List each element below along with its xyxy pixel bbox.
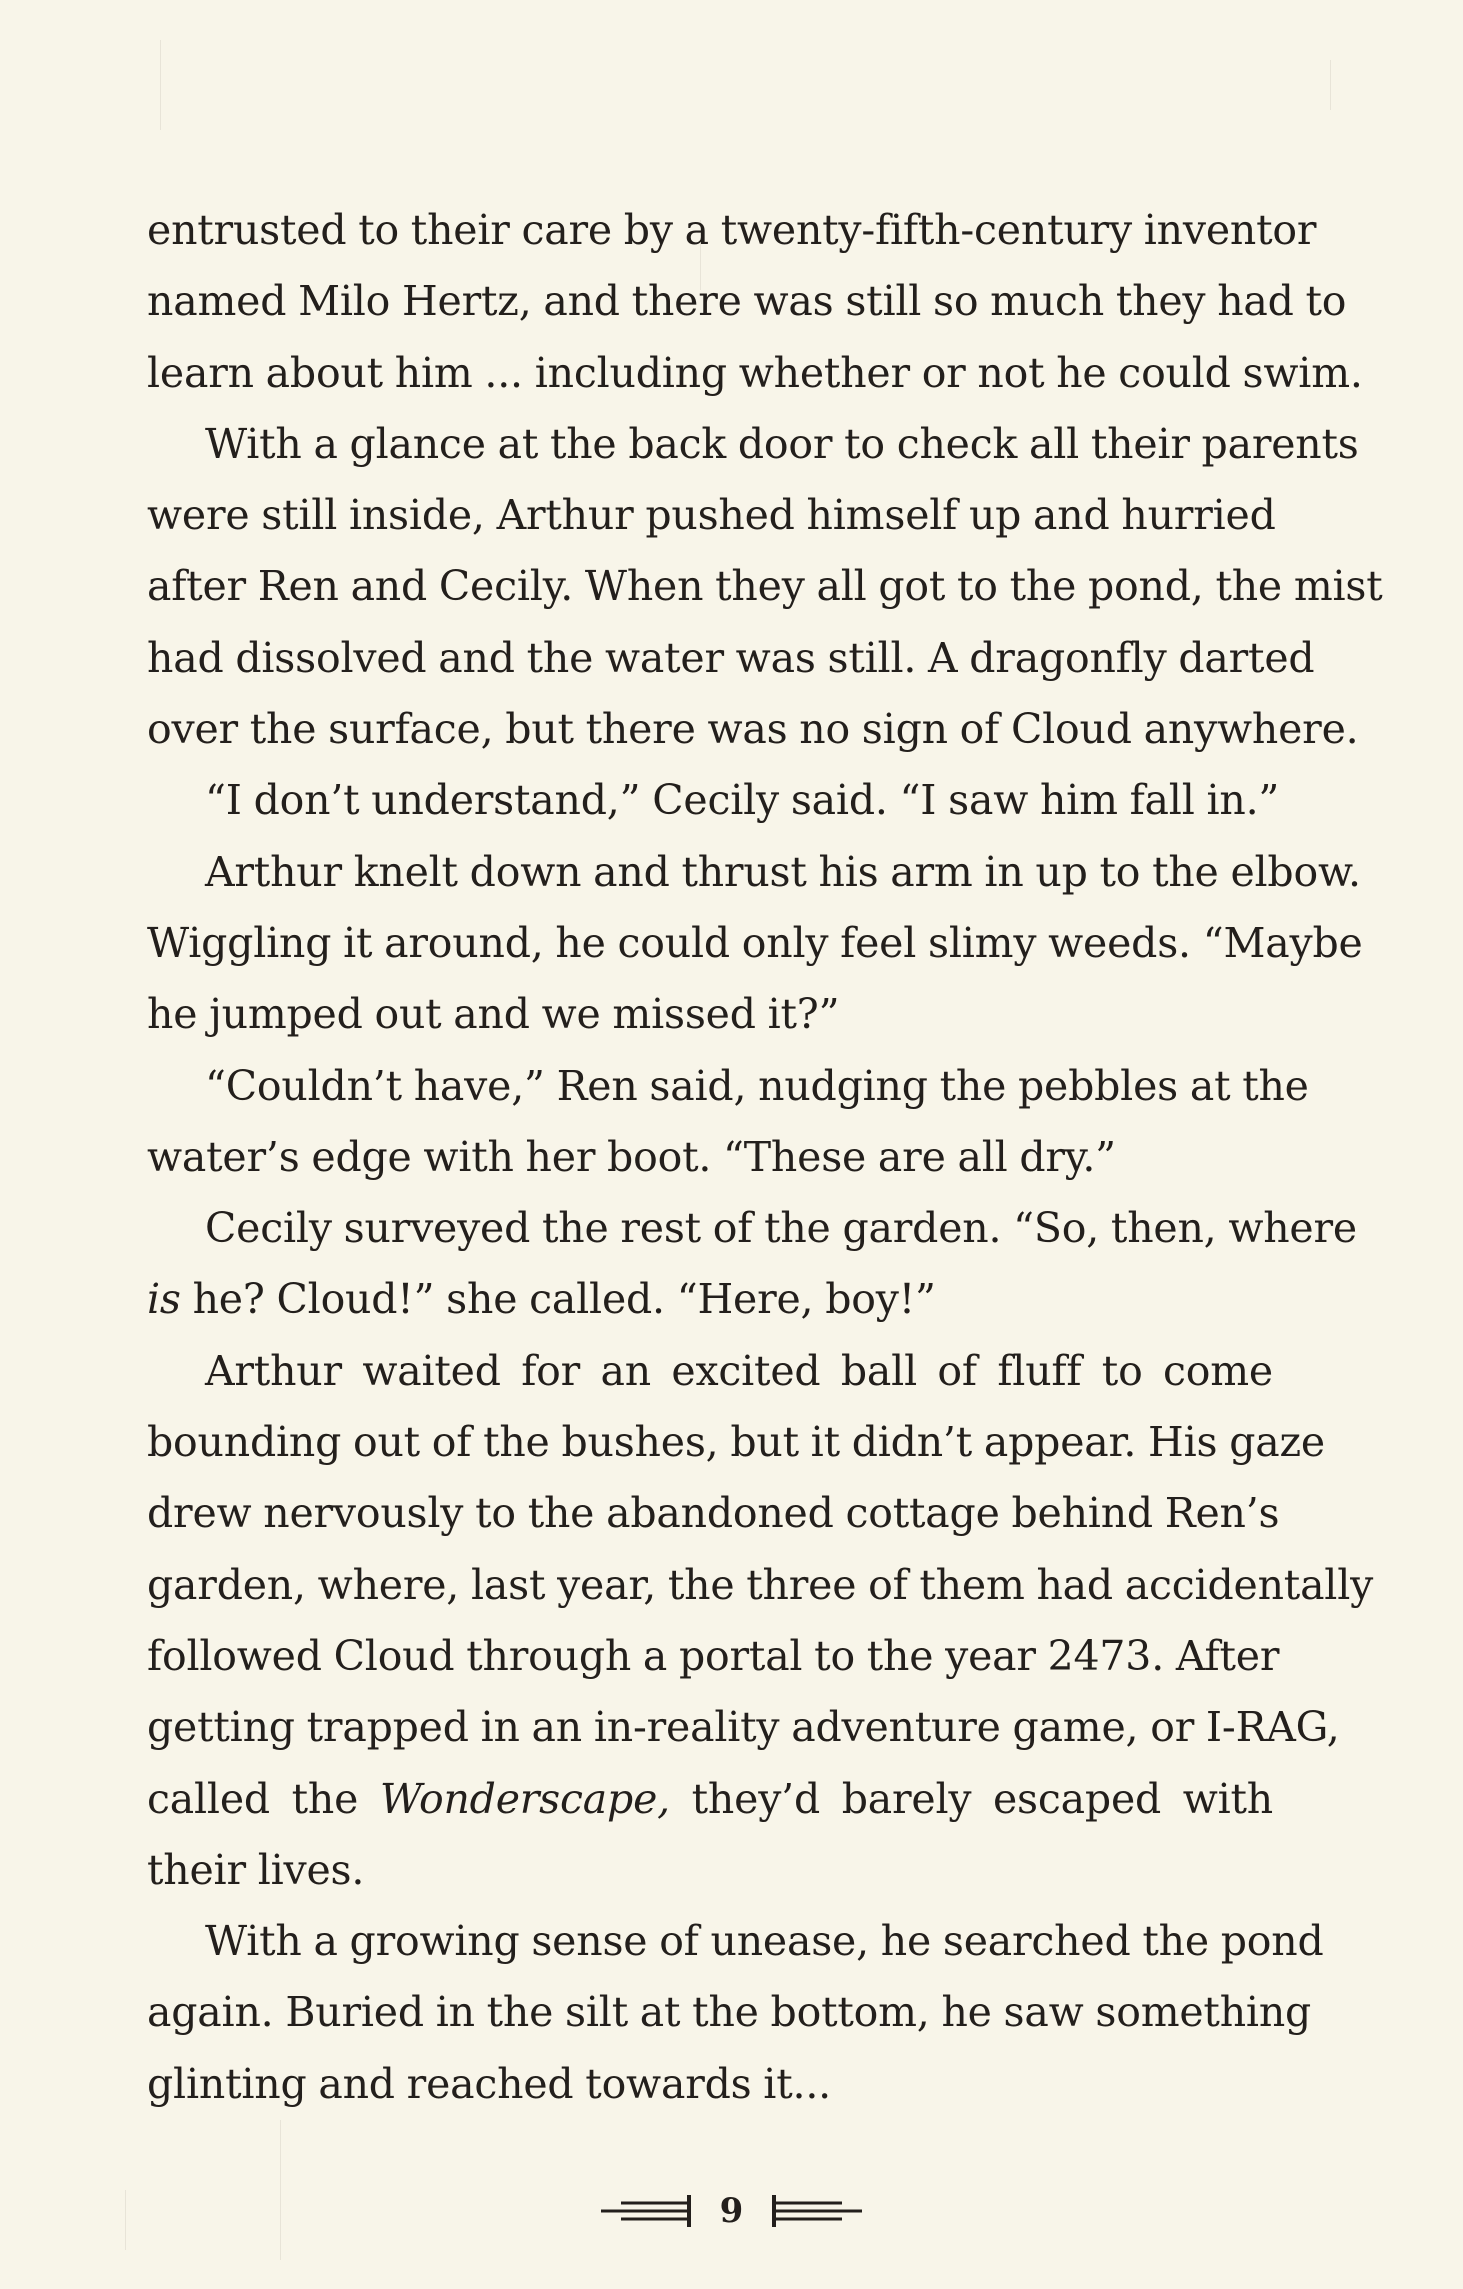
text-line: Cecily surveyed the rest of the garden. “So, then, where (205, 1204, 1357, 1253)
text-line: their lives. (147, 1845, 365, 1894)
text-line: followed Cloud through a portal to the year 2473. After (147, 1631, 1280, 1680)
italic-text: Wonderscape, (379, 1774, 670, 1823)
text-line: named Milo Hertz, and there was still so much they had to (147, 277, 1347, 326)
text-line: water’s edge with her boot. “These are all dry.” (147, 1132, 1116, 1181)
text-line-rest: he? Cloud!” she called. “Here, boy!” (180, 1275, 936, 1324)
text-line: bounding out of the bushes, but it didn’t appear. His gaze (147, 1418, 1325, 1467)
text-line: learn about him ... including whether or not he could swim. (147, 348, 1363, 397)
text-line: Wiggling it around, he could only feel slimy weeds. “Maybe (147, 918, 1363, 967)
text-line: With a glance at the back door to check all their parents (205, 419, 1359, 468)
text-line (147, 1764, 1273, 1835)
text-line (147, 1264, 1273, 1335)
text-line: “I don’t understand,” Cecily said. “I saw him fall in.” (205, 776, 1280, 825)
text-line: again. Buried in the silt at the bottom, he saw something (147, 1988, 1312, 2037)
text-line: getting trapped in an in-reality adventure game, or I-RAG, (147, 1703, 1340, 1752)
text-line: he jumped out and we missed it?” (147, 990, 840, 1039)
text-line-rest: they’d barely escaped with (669, 1774, 1274, 1823)
page-footer (0, 2186, 1463, 2236)
body-text (147, 195, 1383, 2120)
page-number: 9 (719, 2191, 744, 2231)
right-ornament-icon (767, 2191, 862, 2231)
italic-text: is (147, 1275, 181, 1324)
text-line: “Couldn’t have,” Ren said, nudging the pebbles at the (205, 1061, 1309, 1110)
text-line: drew nervously to the abandoned cottage behind Ren’s (147, 1489, 1280, 1538)
text-line: had dissolved and the water was still. A dragonfly darted (147, 633, 1315, 682)
text-line: Arthur waited for an excited ball of fluff to come (205, 1346, 1273, 1395)
scan-streak (1330, 60, 1331, 110)
text-line: entrusted to their care by a twenty-fifth-century inventor (147, 206, 1317, 254)
left-ornament-icon (601, 2191, 696, 2231)
text-line: With a growing sense of unease, he searched the pond (205, 1917, 1324, 1966)
text-line: after Ren and Cecily. When they all got to the pond, the mist (147, 562, 1383, 611)
text-line: glinting and reached towards it... (147, 2059, 831, 2108)
text-line-prefix: called the (147, 1774, 380, 1823)
text-line: were still inside, Arthur pushed himself up and hurried (147, 491, 1276, 540)
text-line: Arthur knelt down and thrust his arm in up to the elbow. (205, 847, 1361, 896)
text-line: over the surface, but there was no sign of Cloud anywhere. (147, 705, 1359, 754)
text-line: garden, where, last year, the three of them had accidentally (147, 1560, 1374, 1609)
scan-streak (160, 40, 161, 130)
